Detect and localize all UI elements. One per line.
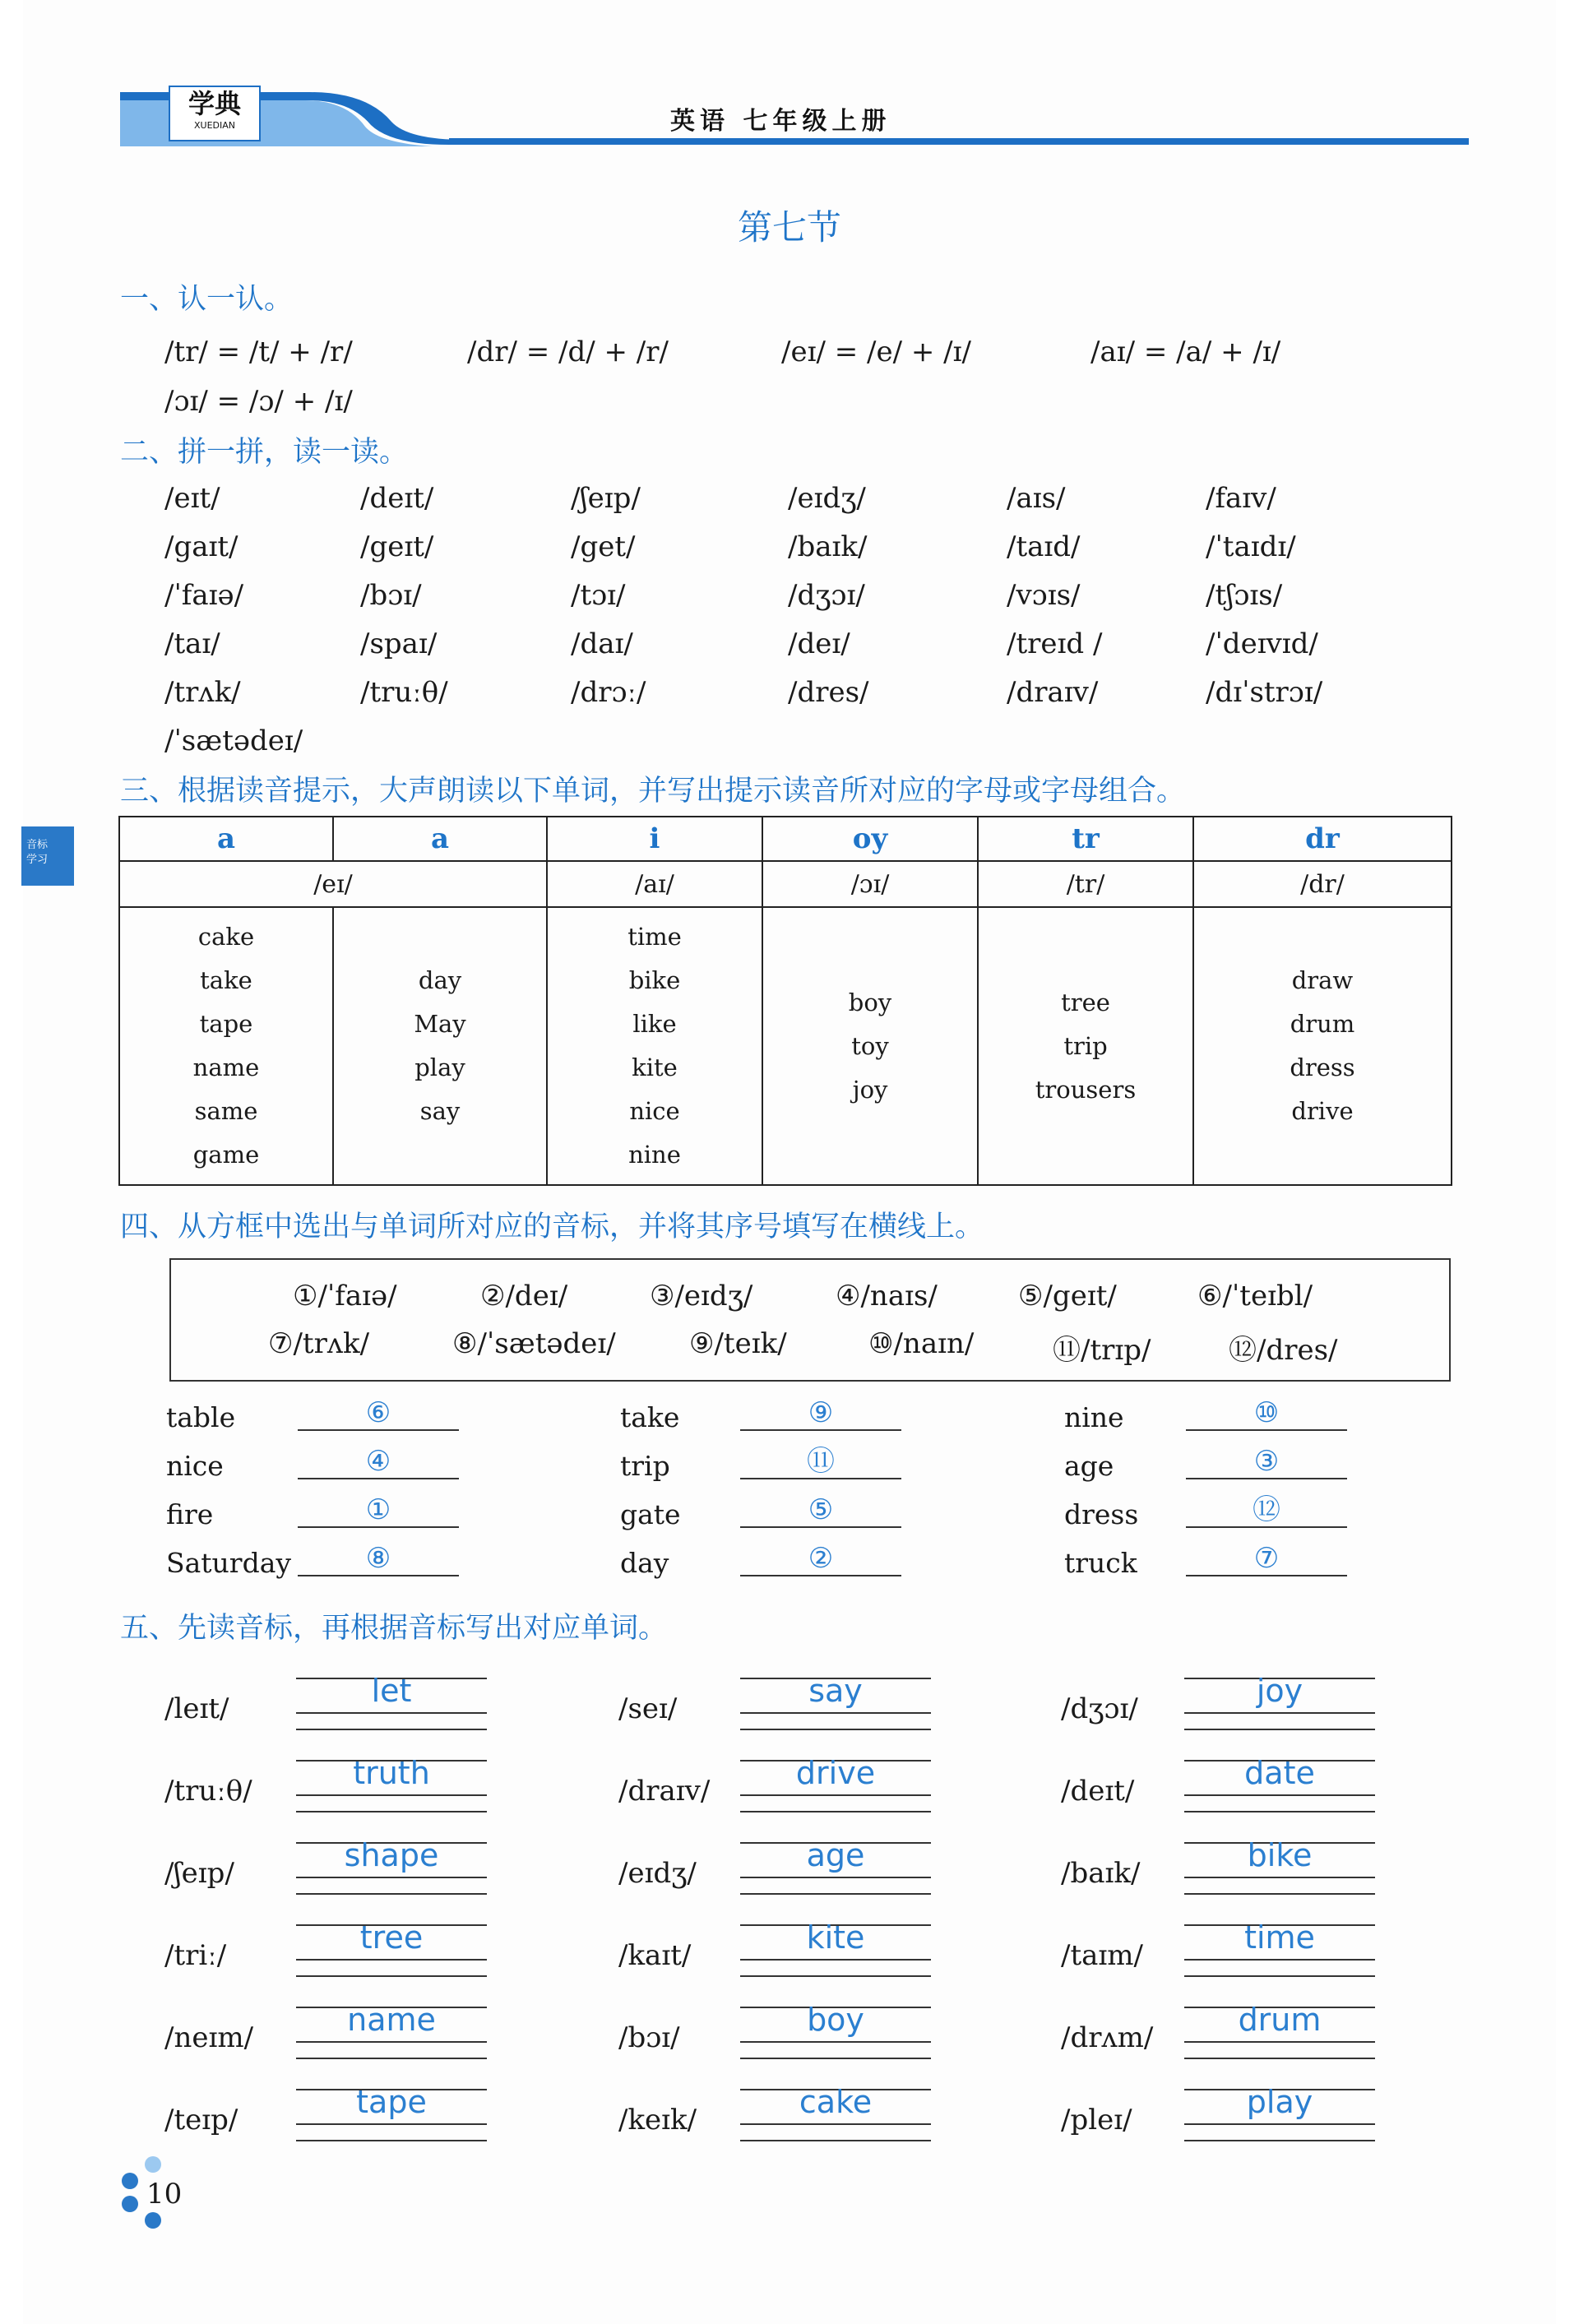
part2-heading: 二、拼一拼，读一读。	[120, 436, 409, 469]
handwritten-answer: drum	[1238, 2002, 1322, 2038]
phonetic-item: /taɪ/	[164, 627, 220, 660]
item-word: day	[620, 1547, 669, 1579]
ipa-prompt: /truːθ/	[164, 1775, 252, 1808]
part1-heading: 一、认一认。	[120, 283, 294, 316]
table-header: tr	[978, 817, 1193, 861]
table-word: boy	[848, 988, 892, 1016]
handwritten-answer: let	[371, 1673, 412, 1709]
item-word: dress	[1064, 1498, 1139, 1530]
part1-item: /ɔɪ/ = /ɔ/ + /ɪ/	[164, 385, 353, 418]
ipa-prompt: /taɪm/	[1061, 1939, 1143, 1972]
ipa-prompt: /neɪm/	[164, 2021, 254, 2054]
ipa-prompt: /kaɪt/	[618, 1939, 692, 1972]
item-word: gate	[620, 1498, 681, 1530]
table-word: joy	[852, 1075, 888, 1104]
part1-item: /tr/ = /t/ + /r/	[164, 336, 353, 368]
phonetic-item: /deɪ/	[788, 627, 850, 660]
phonetic-item: /ˈdeɪvɪd/	[1206, 627, 1318, 660]
phonetic-item: /ˈtaɪdɪ/	[1206, 530, 1296, 563]
phonetic-item: /aɪs/	[1007, 482, 1066, 515]
option-item: ④/naɪs/	[836, 1280, 938, 1312]
writing-baseline	[296, 1811, 487, 1812]
table-header: i	[547, 817, 762, 861]
handwritten-answer: boy	[807, 2002, 864, 2038]
ipa-prompt: /triː/	[164, 1939, 227, 1972]
table-word: same	[194, 1097, 258, 1125]
item-word: nine	[1064, 1401, 1124, 1433]
section-title: 第七节	[737, 207, 841, 248]
header-title: 英语 七年级上册	[670, 107, 891, 136]
phonetic-item: /dʒɔɪ/	[788, 579, 865, 612]
table-word: take	[200, 966, 252, 994]
writing-baseline	[296, 2140, 487, 2141]
writing-baseline	[740, 2140, 931, 2141]
phonetic-item: /gaɪt/	[164, 530, 238, 563]
handwritten-answer: tape	[356, 2084, 427, 2120]
phonetic-item: /treɪd /	[1007, 627, 1103, 660]
item-word: trip	[620, 1450, 670, 1482]
item-word: take	[620, 1401, 680, 1433]
writing-baseline	[296, 2058, 487, 2059]
ipa-prompt: /leɪt/	[164, 1692, 229, 1725]
table-word: nice	[629, 1097, 680, 1125]
answer-line: ⑦	[1186, 1542, 1347, 1576]
answer-line: ⑤	[740, 1493, 901, 1528]
answer-line: ③	[1186, 1445, 1347, 1479]
table-word: nine	[628, 1141, 681, 1169]
table-word: kite	[632, 1053, 678, 1081]
ipa-prompt: /drʌm/	[1061, 2021, 1154, 2054]
ipa-prompt: /draɪv/	[618, 1775, 711, 1808]
phonetic-item: /geɪt/	[360, 530, 434, 563]
table-word: draw	[1291, 966, 1354, 994]
side-tab-line1: 音标	[26, 839, 49, 851]
table-word: tape	[199, 1010, 253, 1038]
ipa-prompt: /eɪdʒ/	[618, 1857, 697, 1890]
item-word: truck	[1064, 1547, 1137, 1579]
answer-line: ⑩	[1186, 1396, 1347, 1431]
ipa-prompt: /seɪ/	[618, 1692, 678, 1725]
phonetic-item: /drɔː/	[571, 676, 646, 709]
phonetic-item: /baɪk/	[788, 530, 868, 563]
table-header: a	[333, 817, 547, 861]
phonetic-item: /bɔɪ/	[360, 579, 422, 612]
writing-baseline	[1184, 1729, 1375, 1730]
table-word: cake	[197, 923, 255, 951]
table-header: a	[119, 817, 333, 861]
phonetic-item: /ˈfaɪə/	[164, 579, 244, 612]
table-word: day	[418, 966, 462, 994]
handwritten-answer: joy	[1256, 1673, 1303, 1709]
ipa-prompt: /bɔɪ/	[618, 2021, 680, 2054]
table-word: trousers	[1035, 1075, 1137, 1104]
item-word: fire	[166, 1498, 214, 1530]
item-word: table	[166, 1401, 236, 1433]
option-item: ⑫/dres/	[1229, 1334, 1338, 1367]
phonetic-item: /truːθ/	[360, 676, 448, 709]
writing-baseline	[1184, 2058, 1375, 2059]
writing-baseline	[740, 1729, 931, 1730]
answer-line: ⑪	[740, 1445, 901, 1479]
ipa-prompt: /keɪk/	[618, 2104, 697, 2137]
option-item: ⑦/trʌk/	[268, 1327, 370, 1360]
table-ipa: /aɪ/	[547, 861, 762, 907]
option-item: ⑥/ˈteɪbl/	[1197, 1280, 1313, 1312]
phonetic-item: /spaɪ/	[360, 627, 438, 660]
handwritten-answer: age	[806, 1837, 865, 1873]
table-word: game	[192, 1141, 260, 1169]
table-ipa: /eɪ/	[119, 861, 547, 907]
phonetic-item: /get/	[571, 530, 636, 563]
table-word: toy	[851, 1031, 889, 1060]
part5-heading: 五、先读音标，再根据音标写出对应单词。	[120, 1612, 668, 1645]
table-ipa: /ɔɪ/	[762, 861, 978, 907]
part3-table	[118, 816, 1452, 1186]
answer-line: ⑫	[1186, 1493, 1347, 1528]
handwritten-answer: bike	[1247, 1837, 1313, 1873]
writing-baseline	[1184, 1893, 1375, 1895]
answer-line: ⑨	[740, 1396, 901, 1431]
phonetic-item: /vɔɪs/	[1007, 579, 1081, 612]
writing-baseline	[740, 2058, 931, 2059]
item-word: Saturday	[166, 1547, 292, 1579]
answer-line: ④	[298, 1445, 459, 1479]
table-word: May	[414, 1010, 466, 1038]
hex-decoration	[145, 2212, 161, 2229]
table-word: dress	[1290, 1053, 1355, 1081]
writing-baseline	[296, 1729, 487, 1730]
option-item: ⑩/naɪn/	[868, 1327, 975, 1360]
logo	[169, 86, 261, 141]
writing-baseline	[1184, 1811, 1375, 1812]
answer-line: ⑧	[298, 1542, 459, 1576]
answer-line: ②	[740, 1542, 901, 1576]
table-word: drum	[1290, 1010, 1355, 1038]
table-word-column	[119, 907, 333, 1185]
handwritten-answer: time	[1244, 1919, 1315, 1956]
writing-baseline	[296, 1893, 487, 1895]
handwritten-answer: say	[808, 1673, 863, 1709]
table-word-column	[333, 907, 547, 1185]
writing-baseline	[740, 1811, 931, 1812]
phonetic-item: /eɪdʒ/	[788, 482, 866, 515]
option-item: ②/deɪ/	[480, 1280, 568, 1312]
writing-baseline	[740, 1975, 931, 1977]
table-word: drive	[1291, 1097, 1354, 1125]
answer-line: ①	[298, 1493, 459, 1528]
phonetic-item: /daɪ/	[571, 627, 633, 660]
table-word: say	[419, 1097, 461, 1125]
table-ipa: /dr/	[1193, 861, 1452, 907]
phonetic-item: /ʃeɪp/	[571, 482, 641, 515]
table-header: dr	[1193, 817, 1452, 861]
phonetic-item: /tɔɪ/	[571, 579, 626, 612]
part1-item: /dr/ = /d/ + /r/	[467, 336, 669, 368]
table-word: tree	[1061, 988, 1110, 1016]
table-header: oy	[762, 817, 978, 861]
phonetic-item: /dɪˈstrɔɪ/	[1206, 676, 1323, 709]
phonetic-item: /eɪt/	[164, 482, 220, 515]
writing-baseline	[296, 1975, 487, 1977]
part4-heading: 四、从方框中选出与单词所对应的音标，并将其序号填写在横线上。	[120, 1211, 984, 1243]
handwritten-answer: name	[347, 2002, 436, 2038]
table-word: time	[627, 923, 682, 951]
part1-item: /aɪ/ = /a/ + /ɪ/	[1090, 336, 1281, 368]
writing-baseline	[1184, 1975, 1375, 1977]
writing-baseline	[740, 1893, 931, 1895]
handwritten-answer: drive	[795, 1755, 876, 1791]
hex-decoration	[145, 2156, 161, 2173]
side-tab	[21, 826, 74, 886]
handwritten-answer: tree	[359, 1919, 424, 1956]
option-item: ⑪/trɪp/	[1053, 1334, 1151, 1367]
table-word: trip	[1063, 1031, 1108, 1060]
ipa-prompt: /baɪk/	[1061, 1857, 1141, 1890]
logo-subtext: XUEDIAN	[193, 120, 235, 131]
logo-text: 学典	[188, 88, 241, 119]
ipa-prompt: /dʒɔɪ/	[1061, 1692, 1138, 1725]
item-word: age	[1064, 1450, 1114, 1482]
handwritten-answer: shape	[344, 1837, 439, 1873]
writing-baseline	[1184, 2140, 1375, 2141]
item-word: nice	[166, 1450, 224, 1482]
option-item: ③/eɪdʒ/	[650, 1280, 753, 1312]
side-tab-line2: 学习	[26, 854, 49, 866]
table-word-column	[978, 907, 1193, 1185]
phonetic-item: /tʃɔɪs/	[1206, 579, 1283, 612]
ipa-prompt: /pleɪ/	[1061, 2104, 1132, 2137]
ipa-prompt: /deɪt/	[1061, 1775, 1135, 1808]
phonetic-item: /dres/	[788, 676, 869, 709]
hex-decoration	[122, 2196, 138, 2212]
phonetic-item: /deɪt/	[360, 482, 434, 515]
handwritten-answer: cake	[799, 2084, 873, 2120]
table-word: play	[414, 1053, 465, 1081]
phonetic-item: /taɪd/	[1007, 530, 1081, 563]
option-item: ①/ˈfaɪə/	[293, 1280, 397, 1312]
option-item: ⑧/ˈsætədeɪ/	[452, 1327, 616, 1360]
table-word-column	[1193, 907, 1452, 1185]
table-ipa: /tr/	[978, 861, 1193, 907]
hex-decoration	[122, 2173, 138, 2189]
part1-item: /eɪ/ = /e/ + /ɪ/	[781, 336, 971, 368]
ipa-prompt: /teɪp/	[164, 2104, 238, 2137]
table-word-column	[547, 907, 762, 1185]
phonetic-item: /draɪv/	[1007, 676, 1099, 709]
ipa-prompt: /ʃeɪp/	[164, 1857, 234, 1890]
table-word: like	[632, 1010, 677, 1038]
handwritten-answer: kite	[806, 1919, 865, 1956]
phonetic-item: /trʌk/	[164, 676, 241, 709]
table-word: name	[192, 1053, 260, 1081]
handwritten-answer: truth	[353, 1755, 430, 1791]
phonetic-item: /ˈsætədeɪ/	[164, 725, 303, 757]
handwritten-answer: play	[1246, 2084, 1313, 2120]
option-item: ⑤/geɪt/	[1018, 1280, 1117, 1312]
page-number: 10	[146, 2178, 183, 2211]
part3-heading: 三、根据读音提示，大声朗读以下单词，并写出提示读音所对应的字母或字母组合。	[120, 775, 1186, 808]
option-item: ⑨/teɪk/	[689, 1327, 787, 1360]
table-word-column	[762, 907, 978, 1185]
handwritten-answer: date	[1244, 1755, 1315, 1791]
table-word: bike	[628, 966, 681, 994]
phonetic-item: /faɪv/	[1206, 482, 1276, 515]
answer-line: ⑥	[298, 1396, 459, 1431]
